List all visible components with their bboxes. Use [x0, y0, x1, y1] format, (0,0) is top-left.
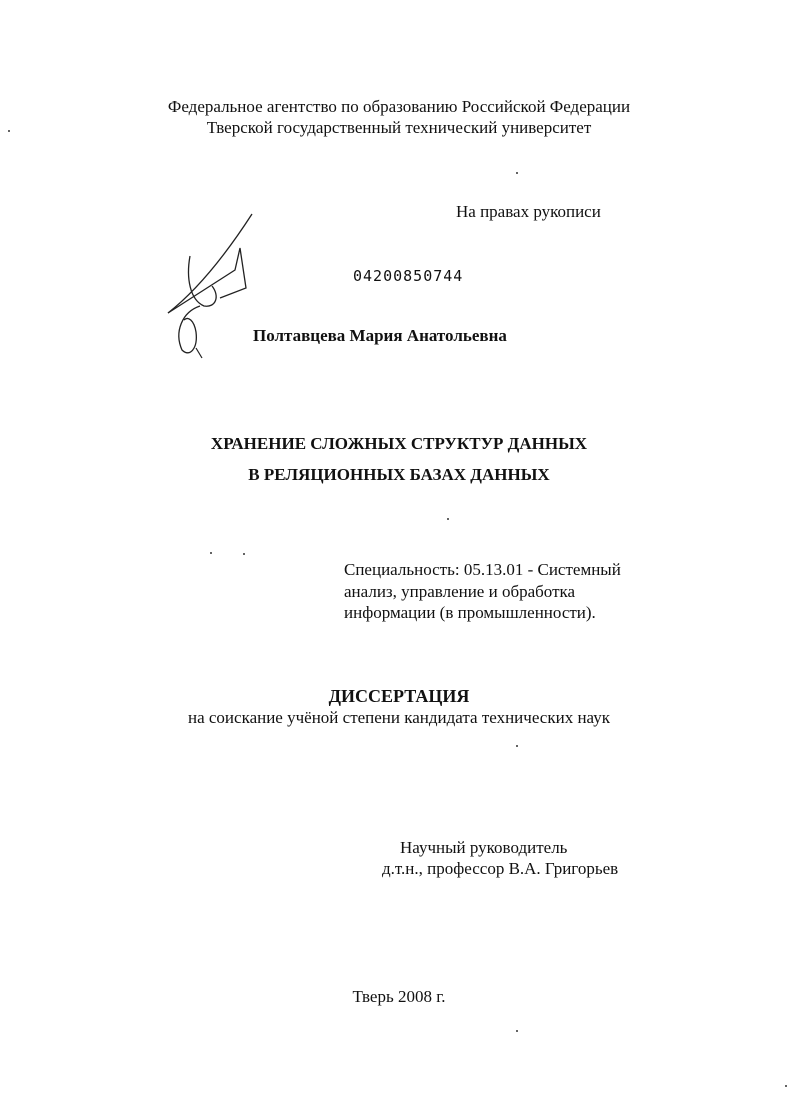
- specialty-line-1: Специальность: 05.13.01 - Системный: [344, 560, 621, 579]
- work-type: ДИССЕРТАЦИЯ: [328, 686, 470, 706]
- manuscript-note: На правах рукописи: [456, 202, 601, 221]
- supervisor-label: Научный руководитель: [400, 838, 568, 857]
- specialty-line-2: анализ, управление и обработка: [344, 582, 576, 601]
- scan-speck: [516, 1030, 518, 1032]
- scan-speck: [8, 130, 10, 132]
- agency-line: Федеральное агентство по образованию Российской Федерации: [167, 97, 631, 116]
- scan-speck: [447, 518, 449, 520]
- supervisor-name: д.т.н., профессор В.А. Григорьев: [382, 859, 619, 878]
- scan-speck: [516, 172, 518, 174]
- university-line: Тверской государственный технический университет: [206, 118, 592, 137]
- degree-line: на соискание учёной степени кандидата технических наук: [187, 708, 610, 727]
- title-line-1: ХРАНЕНИЕ СЛОЖНЫХ СТРУКТУР ДАННЫХ: [210, 434, 588, 453]
- place-year: Тверь 2008 г.: [352, 987, 446, 1006]
- title-line-2: В РЕЛЯЦИОННЫХ БАЗАХ ДАННЫХ: [248, 465, 550, 484]
- scan-speck: [243, 553, 245, 555]
- registry-number: 04200850744: [353, 267, 464, 285]
- scan-speck: [210, 552, 212, 554]
- scan-speck: [785, 1085, 787, 1087]
- author-name: Полтавцева Мария Анатольевна: [253, 326, 507, 345]
- specialty-line-3: информации (в промышленности).: [344, 603, 596, 622]
- scan-speck: [516, 745, 518, 747]
